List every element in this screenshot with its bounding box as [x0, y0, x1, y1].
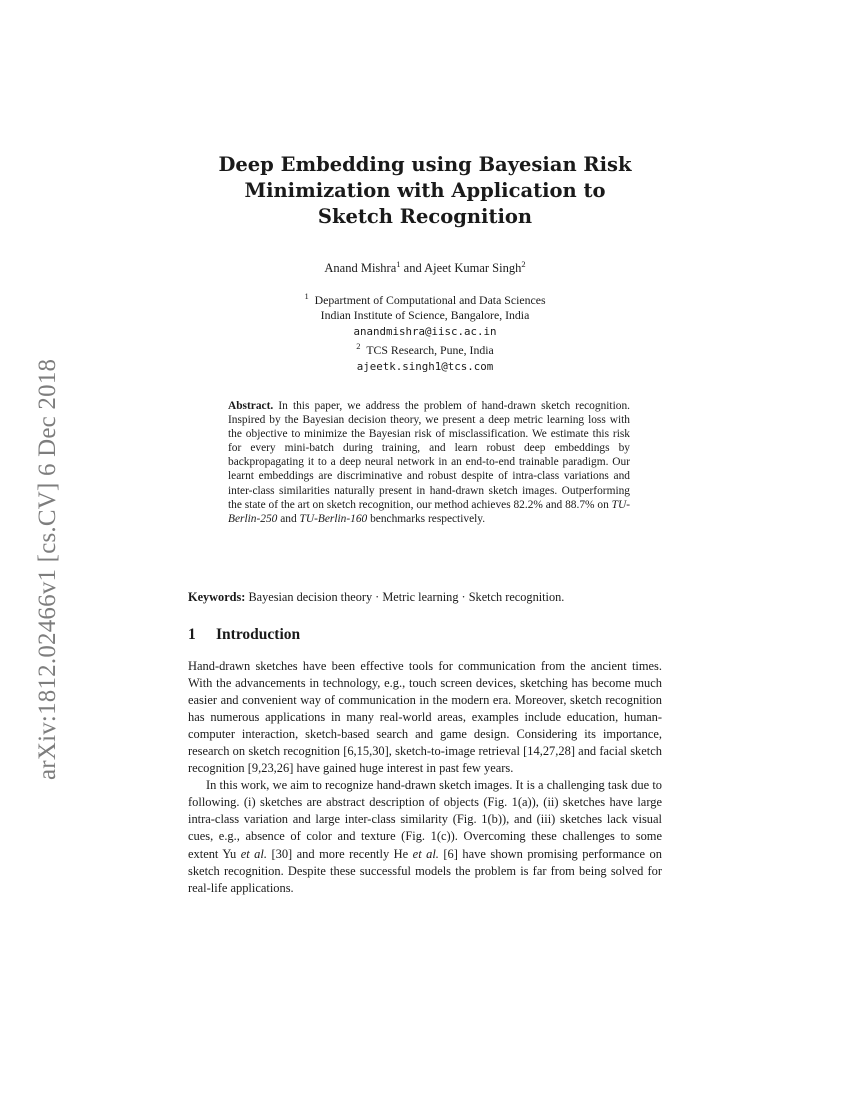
section-heading — [188, 626, 662, 644]
section-title: Introduction — [216, 626, 301, 643]
author-affil-mark: 1 — [396, 259, 401, 269]
affil-mark: 2 — [356, 341, 361, 352]
section-number: 1 — [188, 626, 196, 643]
keywords-label: Keywords: — [188, 590, 246, 604]
affil-mark: 1 — [304, 291, 309, 301]
abstract — [228, 399, 630, 526]
abstract-text: and — [277, 512, 300, 525]
abstract-label: Abstract. — [228, 400, 274, 412]
paragraph-text: [30] and more recently He — [266, 846, 413, 861]
paragraph-text: [6] have shown promising performance on sketch recognition. Despite these successful models the problem is far from being solved for real-life applications. — [188, 846, 662, 895]
dataset-name: TU-Berlin-250 — [228, 498, 630, 525]
citation-etal: et al. — [412, 846, 439, 861]
keywords — [188, 590, 662, 605]
citation-etal: et al. — [240, 846, 267, 861]
abstract-text: In this paper, we address the problem of hand-drawn sketch recognition. Inspired by the Bayesian decision theory, we present a deep metric learning loss with the objective to minimize the Bayesian risk of misclassification. We estimate this risk for every mini-batch during training, and learn robust deep embeddings by backpropagating it to a deep neural network in an end-to-end trainable paradigm. Our learnt embeddings are discriminative and robust despite of intra-class variations and inter-class similarities naturally present in hand-drawn sketch images. Outperforming the state of the art on sketch recognition, our method achieves 82.2% and 88.7% on — [228, 400, 630, 511]
abstract-text: benchmarks respectively. — [367, 512, 486, 525]
author-affil-mark: 2 — [521, 259, 526, 269]
paragraph-text: In this work, we aim to recognize hand-drawn sketch images. It is a challenging task due to following. (i) sketches are abstract description of objects (Fig. 1(a)), (ii) sketches have large intra-class variation and large inter-class similarity (Fig. 1(b)), and (iii) sketches lack visual cues, e.g., absence of color and texture (Fig. 1(c)). Overcoming these challenges to some extent Yu — [188, 778, 662, 861]
affil-organization: TCS Research, Pune, India — [366, 343, 494, 358]
arxiv-identifier-stamp: arXiv:1812.02466v1 [cs.CV] 6 Dec 2018 — [34, 358, 61, 780]
author-email: ajeetk.singh1@tcs.com — [356, 359, 494, 373]
affiliations — [188, 289, 662, 374]
title-line-3: Sketch Recognition — [317, 205, 533, 228]
author-name: Ajeet Kumar Singh — [424, 261, 522, 276]
keywords-text: Bayesian decision theory · Metric learning · Sketch recognition. — [248, 590, 565, 604]
author-list — [188, 259, 662, 276]
title-line-2: Minimization with Application to — [244, 179, 606, 202]
affil-institution: Indian Institute of Science, Bangalore, India — [320, 308, 530, 323]
author-name: Anand Mishra — [324, 261, 397, 276]
affil-department: Department of Computational and Data Sciences — [314, 292, 546, 307]
author-conjunction: and — [400, 261, 425, 276]
paragraph: Hand-drawn sketches have been effective tools for communication from the ancient times. With the advancements in technology, e.g., touch screen devices, sketching has become much easier and convenient way of communication in the modern era. Moreover, sketch recognition has numerous applications in many real-world areas, examples include education, human-computer interaction, sketch-based search and game design. Considering its importance, research on sketch recognition [6,15,30], sketch-to-image retrieval [14,27,28] and facial sketch recognition [9,23,26] have gained huge interest in past few years. — [188, 659, 662, 776]
paper-title — [188, 152, 662, 230]
body-text — [188, 658, 662, 897]
dataset-name: TU-Berlin-160 — [299, 512, 368, 525]
paragraph — [188, 777, 662, 896]
title-line-1: Deep Embedding using Bayesian Risk — [218, 153, 632, 176]
author-email: anandmishra@iisc.ac.in — [353, 324, 497, 338]
